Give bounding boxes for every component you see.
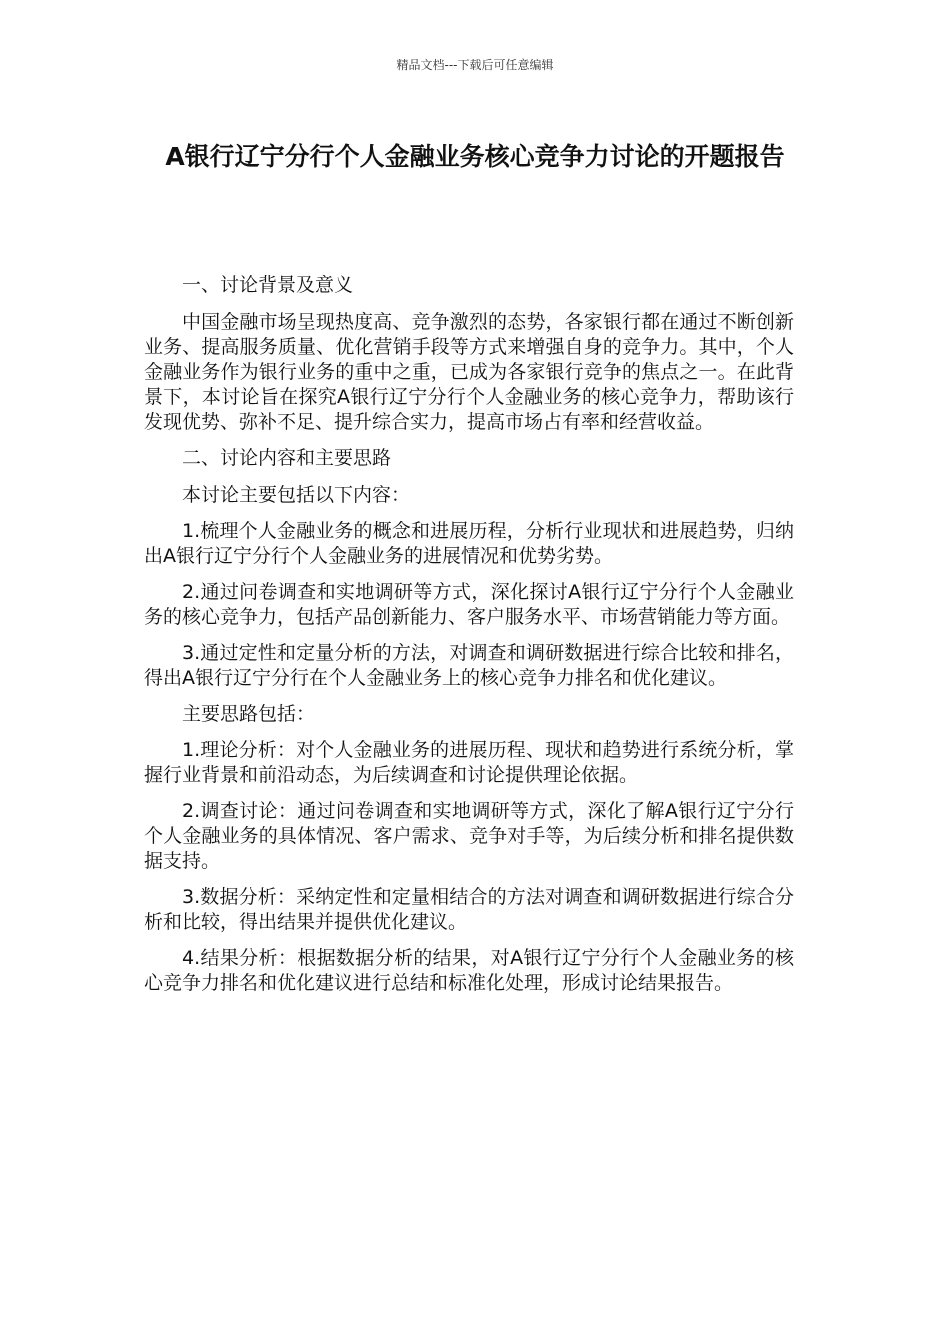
content-item-2: 2.通过问卷调查和实地调研等方式，深化探讨A银行辽宁分行个人金融业务的核心竞争力，包括产品创新能力、客户服务水平、市场营销能力等方面。 xyxy=(144,581,794,628)
content-item-3: 3.通过定性和定量分析的方法，对调查和调研数据进行综合比较和排名，得出A银行辽宁分行在个人金融业务上的核心竞争力排名和优化建议。 xyxy=(144,642,794,689)
paragraph-approach-intro: 主要思路包括： xyxy=(182,703,316,725)
header-watermark: 精品文档---下载后可任意编辑 xyxy=(396,58,554,72)
approach-item-4: 4.结果分析：根据数据分析的结果，对A银行辽宁分行个人金融业务的核心竞争力排名和优化建议进行总结和标准化处理，形成讨论结果报告。 xyxy=(144,947,794,994)
document-body xyxy=(144,273,794,1007)
document-title: A银行辽宁分行个人金融业务核心竞争力讨论的开题报告 xyxy=(165,142,785,171)
section-heading-background: 一、讨论背景及意义 xyxy=(182,274,354,296)
approach-item-2: 2.调查讨论：通过问卷调查和实地调研等方式，深化了解A银行辽宁分行个人金融业务的具体情况、客户需求、竞争对手等，为后续分析和排名提供数据支持。 xyxy=(144,800,794,872)
content-item-1: 1.梳理个人金融业务的概念和进展历程，分析行业现状和进展趋势，归纳出A银行辽宁分行个人金融业务的进展情况和优势劣势。 xyxy=(144,520,794,567)
paragraph-content-intro: 本讨论主要包括以下内容： xyxy=(182,484,411,506)
section-heading-content: 二、讨论内容和主要思路 xyxy=(182,447,392,469)
paragraph-background: 中国金融市场呈现热度高、竞争激烈的态势，各家银行都在通过不断创新业务、提高服务质量、优化营销手段等方式来增强自身的竞争力。其中，个人金融业务作为银行业务的重中之重，已成为各家银行竞争的焦点之一。在此背景下，本讨论旨在探究A银行辽宁分行个人金融业务的核心竞争力，帮助该行发现优势、弥补不足、提升综合实力，提高市场占有率和经营收益。 xyxy=(144,311,794,433)
approach-item-3: 3.数据分析：采纳定性和定量相结合的方法对调查和调研数据进行综合分析和比较，得出结果并提供优化建议。 xyxy=(144,886,794,933)
approach-item-1: 1.理论分析：对个人金融业务的进展历程、现状和趋势进行系统分析，掌握行业背景和前沿动态，为后续调查和讨论提供理论依据。 xyxy=(144,739,794,786)
